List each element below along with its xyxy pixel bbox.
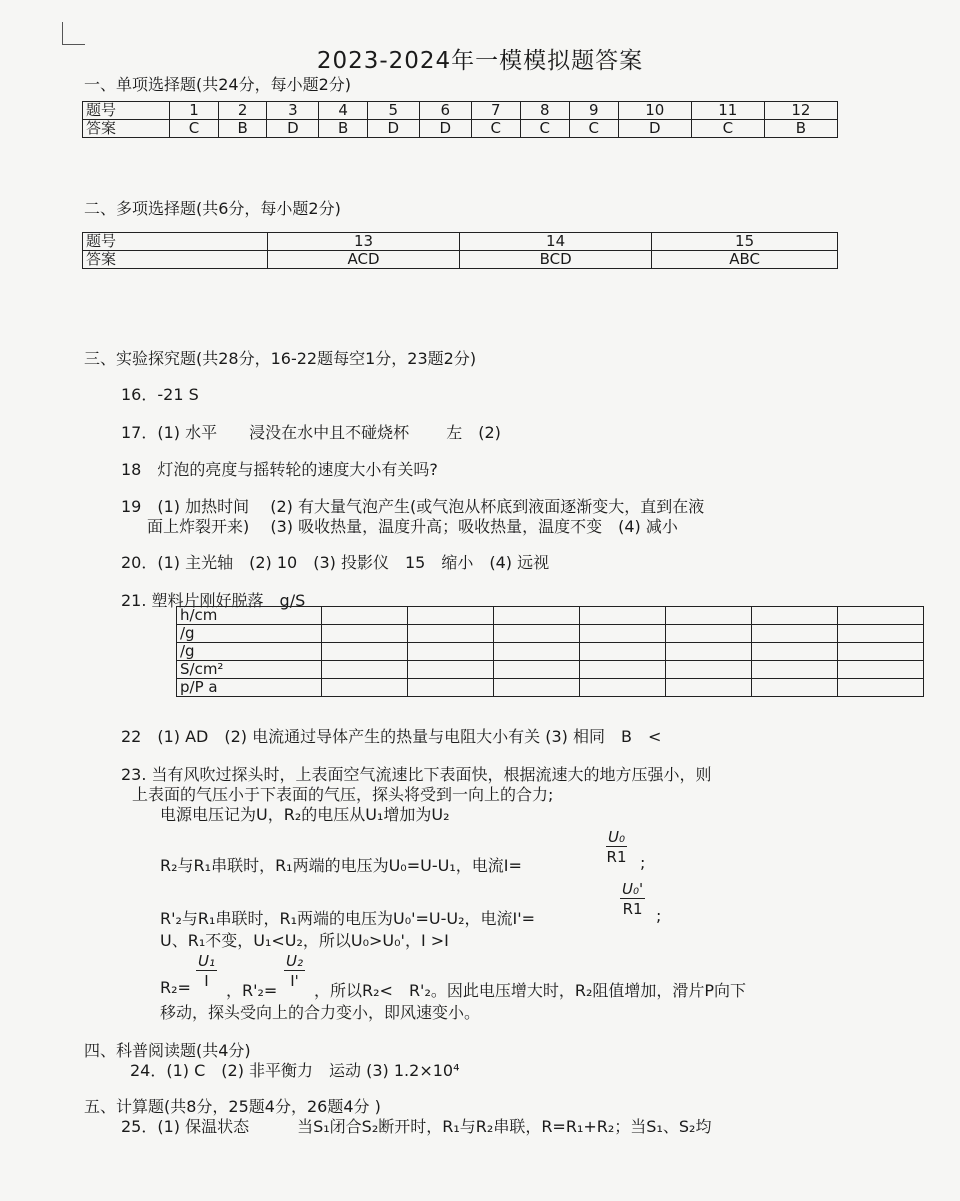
answer-19-line1: 19 (1) 加热时间 (2) 有大量气泡产生(或气泡从杯底到液面逐渐变大，直到在液 xyxy=(121,497,705,516)
table-row xyxy=(83,251,838,269)
section5-heading: 五、计算题(共8分，25题4分，26题4分 ) xyxy=(84,1097,381,1116)
table-row-label: S/cm² xyxy=(177,661,322,679)
question-number: 11 xyxy=(691,102,764,120)
fraction-numerator: U₀' xyxy=(622,880,644,898)
answer-cell: ABC xyxy=(652,251,838,269)
question-number: 13 xyxy=(268,233,460,251)
table-row-label: h/cm xyxy=(177,607,322,625)
question-number: 10 xyxy=(618,102,691,120)
row-label: 答案 xyxy=(83,120,170,138)
answer-23-line2: 上表面的气压小于下表面的气压，探头将受到一向上的合力; xyxy=(132,785,554,804)
section4-heading: 四、科普阅读题(共4分) xyxy=(84,1041,251,1060)
answer-cell: D xyxy=(367,120,419,138)
current-fraction-1 xyxy=(606,828,627,867)
question-number: 4 xyxy=(319,102,367,120)
answer-23-line8: 移动，探头受向上的合力变小，即风速变小。 xyxy=(160,1003,481,1022)
answer-23-line3: 电源电压记为U，R₂的电压从U₁增加为U₂ xyxy=(160,805,450,824)
multiple-choice-answer-table xyxy=(82,232,838,269)
fraction-numerator: U₂ xyxy=(286,952,303,970)
answer-21: 21. 塑料片刚好脱落 g/S xyxy=(121,591,306,610)
row-label: 答案 xyxy=(83,251,268,269)
question-number: 1 xyxy=(170,102,219,120)
answer-cell: B xyxy=(319,120,367,138)
resistance-fraction-2 xyxy=(284,952,305,991)
table-row xyxy=(177,643,924,661)
question-number: 12 xyxy=(764,102,837,120)
answer-23-line1: 23. 当有风吹过探头时，上表面空气流速比下表面快，根据流速大的地方压强小，则 xyxy=(121,765,712,784)
resistance-fraction-1 xyxy=(196,952,217,991)
semicolon: ; xyxy=(640,853,646,872)
answer-25: 25．(1) 保温状态 当S₁闭合S₂断开时，R₁与R₂串联，R=R₁+R₂；当S₁、S₂均 xyxy=(121,1117,712,1136)
table-row-label: /g xyxy=(177,625,322,643)
fraction-numerator: U₀ xyxy=(608,828,625,846)
question-number: 9 xyxy=(569,102,618,120)
table-row xyxy=(177,625,924,643)
fraction-denominator: R1 xyxy=(606,848,627,866)
question-number: 7 xyxy=(471,102,520,120)
question-number: 6 xyxy=(419,102,471,120)
single-choice-answer-table xyxy=(82,101,838,138)
table-row-label: /g xyxy=(177,643,322,661)
current-fraction-2 xyxy=(620,880,645,919)
fraction-numerator: U₁ xyxy=(198,952,215,970)
question-number: 3 xyxy=(267,102,319,120)
answer-18: 18 灯泡的亮度与摇转轮的速度大小有关吗? xyxy=(121,460,438,479)
question-number: 5 xyxy=(367,102,419,120)
answer-cell: C xyxy=(170,120,219,138)
fraction-denominator: I xyxy=(204,972,209,990)
answer-cell: D xyxy=(419,120,471,138)
row-label: 题号 xyxy=(83,102,170,120)
row-label: 题号 xyxy=(83,233,268,251)
table-row xyxy=(83,233,838,251)
answer-cell: D xyxy=(267,120,319,138)
answer-24: 24．(1) C (2) 非平衡力 运动 (3) 1.2×10⁴ xyxy=(130,1061,460,1080)
answer-cell: C xyxy=(569,120,618,138)
section3-heading: 三、实验探究题(共28分，16-22题每空1分，23题2分) xyxy=(84,349,477,368)
answer-20: 20．(1) 主光轴 (2) 10 (3) 投影仪 15 缩小 (4) 远视 xyxy=(121,553,550,572)
answer-23-line6: U、R₁不变，U₁<U₂，所以U₀>U₀'，I >I xyxy=(160,931,449,950)
answer-cell: B xyxy=(764,120,837,138)
question-number: 2 xyxy=(218,102,266,120)
section1-heading: 一、单项选择题(共24分，每小题2分) xyxy=(84,75,352,94)
question-number: 15 xyxy=(652,233,838,251)
table-row-label: p/P a xyxy=(177,679,322,697)
answer-23-line7-start: R₂= xyxy=(160,978,191,997)
answer-cell: C xyxy=(691,120,764,138)
table-row xyxy=(177,607,924,625)
fraction-denominator: I' xyxy=(290,972,299,990)
semicolon: ; xyxy=(656,906,662,925)
answer-cell: BCD xyxy=(460,251,652,269)
table-row xyxy=(83,102,838,120)
table-row xyxy=(83,120,838,138)
answer-23-line4: R₂与R₁串联时，R₁两端的电压为U₀=U-U₁，电流I= xyxy=(160,856,522,875)
answer-22: 22 (1) AD (2) 电流通过导体产生的热量与电阻大小有关 (3) 相同 B < xyxy=(121,727,662,746)
answer-23-line5: R'₂与R₁串联时，R₁两端的电压为U₀'=U-U₂，电流I'= xyxy=(160,909,536,928)
answer-cell: C xyxy=(520,120,569,138)
answer-23-line7-mid: ，R'₂= xyxy=(226,981,278,1000)
question-number: 8 xyxy=(520,102,569,120)
answer-cell: D xyxy=(618,120,691,138)
answer-16: 16．-21 S xyxy=(121,385,199,404)
answer-17: 17．(1) 水平 浸没在水中且不碰烧杯 左 (2) xyxy=(121,423,501,442)
answer-23-line7-end: ，所以R₂< R'₂。因此电压增大时，R₂阻值增加，滑片P向下 xyxy=(314,981,747,1000)
table-row xyxy=(177,679,924,697)
page-title: 2023-2024年一模模拟题答案 xyxy=(316,48,644,74)
answer-19-line2: 面上炸裂开来) (3) 吸收热量，温度升高；吸收热量，温度不变 (4) 减小 xyxy=(147,517,678,536)
fraction-denominator: R1 xyxy=(622,900,643,918)
answer-cell: B xyxy=(218,120,266,138)
answer-cell: C xyxy=(471,120,520,138)
answer-cell: ACD xyxy=(268,251,460,269)
question-number: 14 xyxy=(460,233,652,251)
table-row xyxy=(177,661,924,679)
data-record-table xyxy=(176,606,924,697)
section2-heading: 二、多项选择题(共6分，每小题2分) xyxy=(84,199,341,218)
